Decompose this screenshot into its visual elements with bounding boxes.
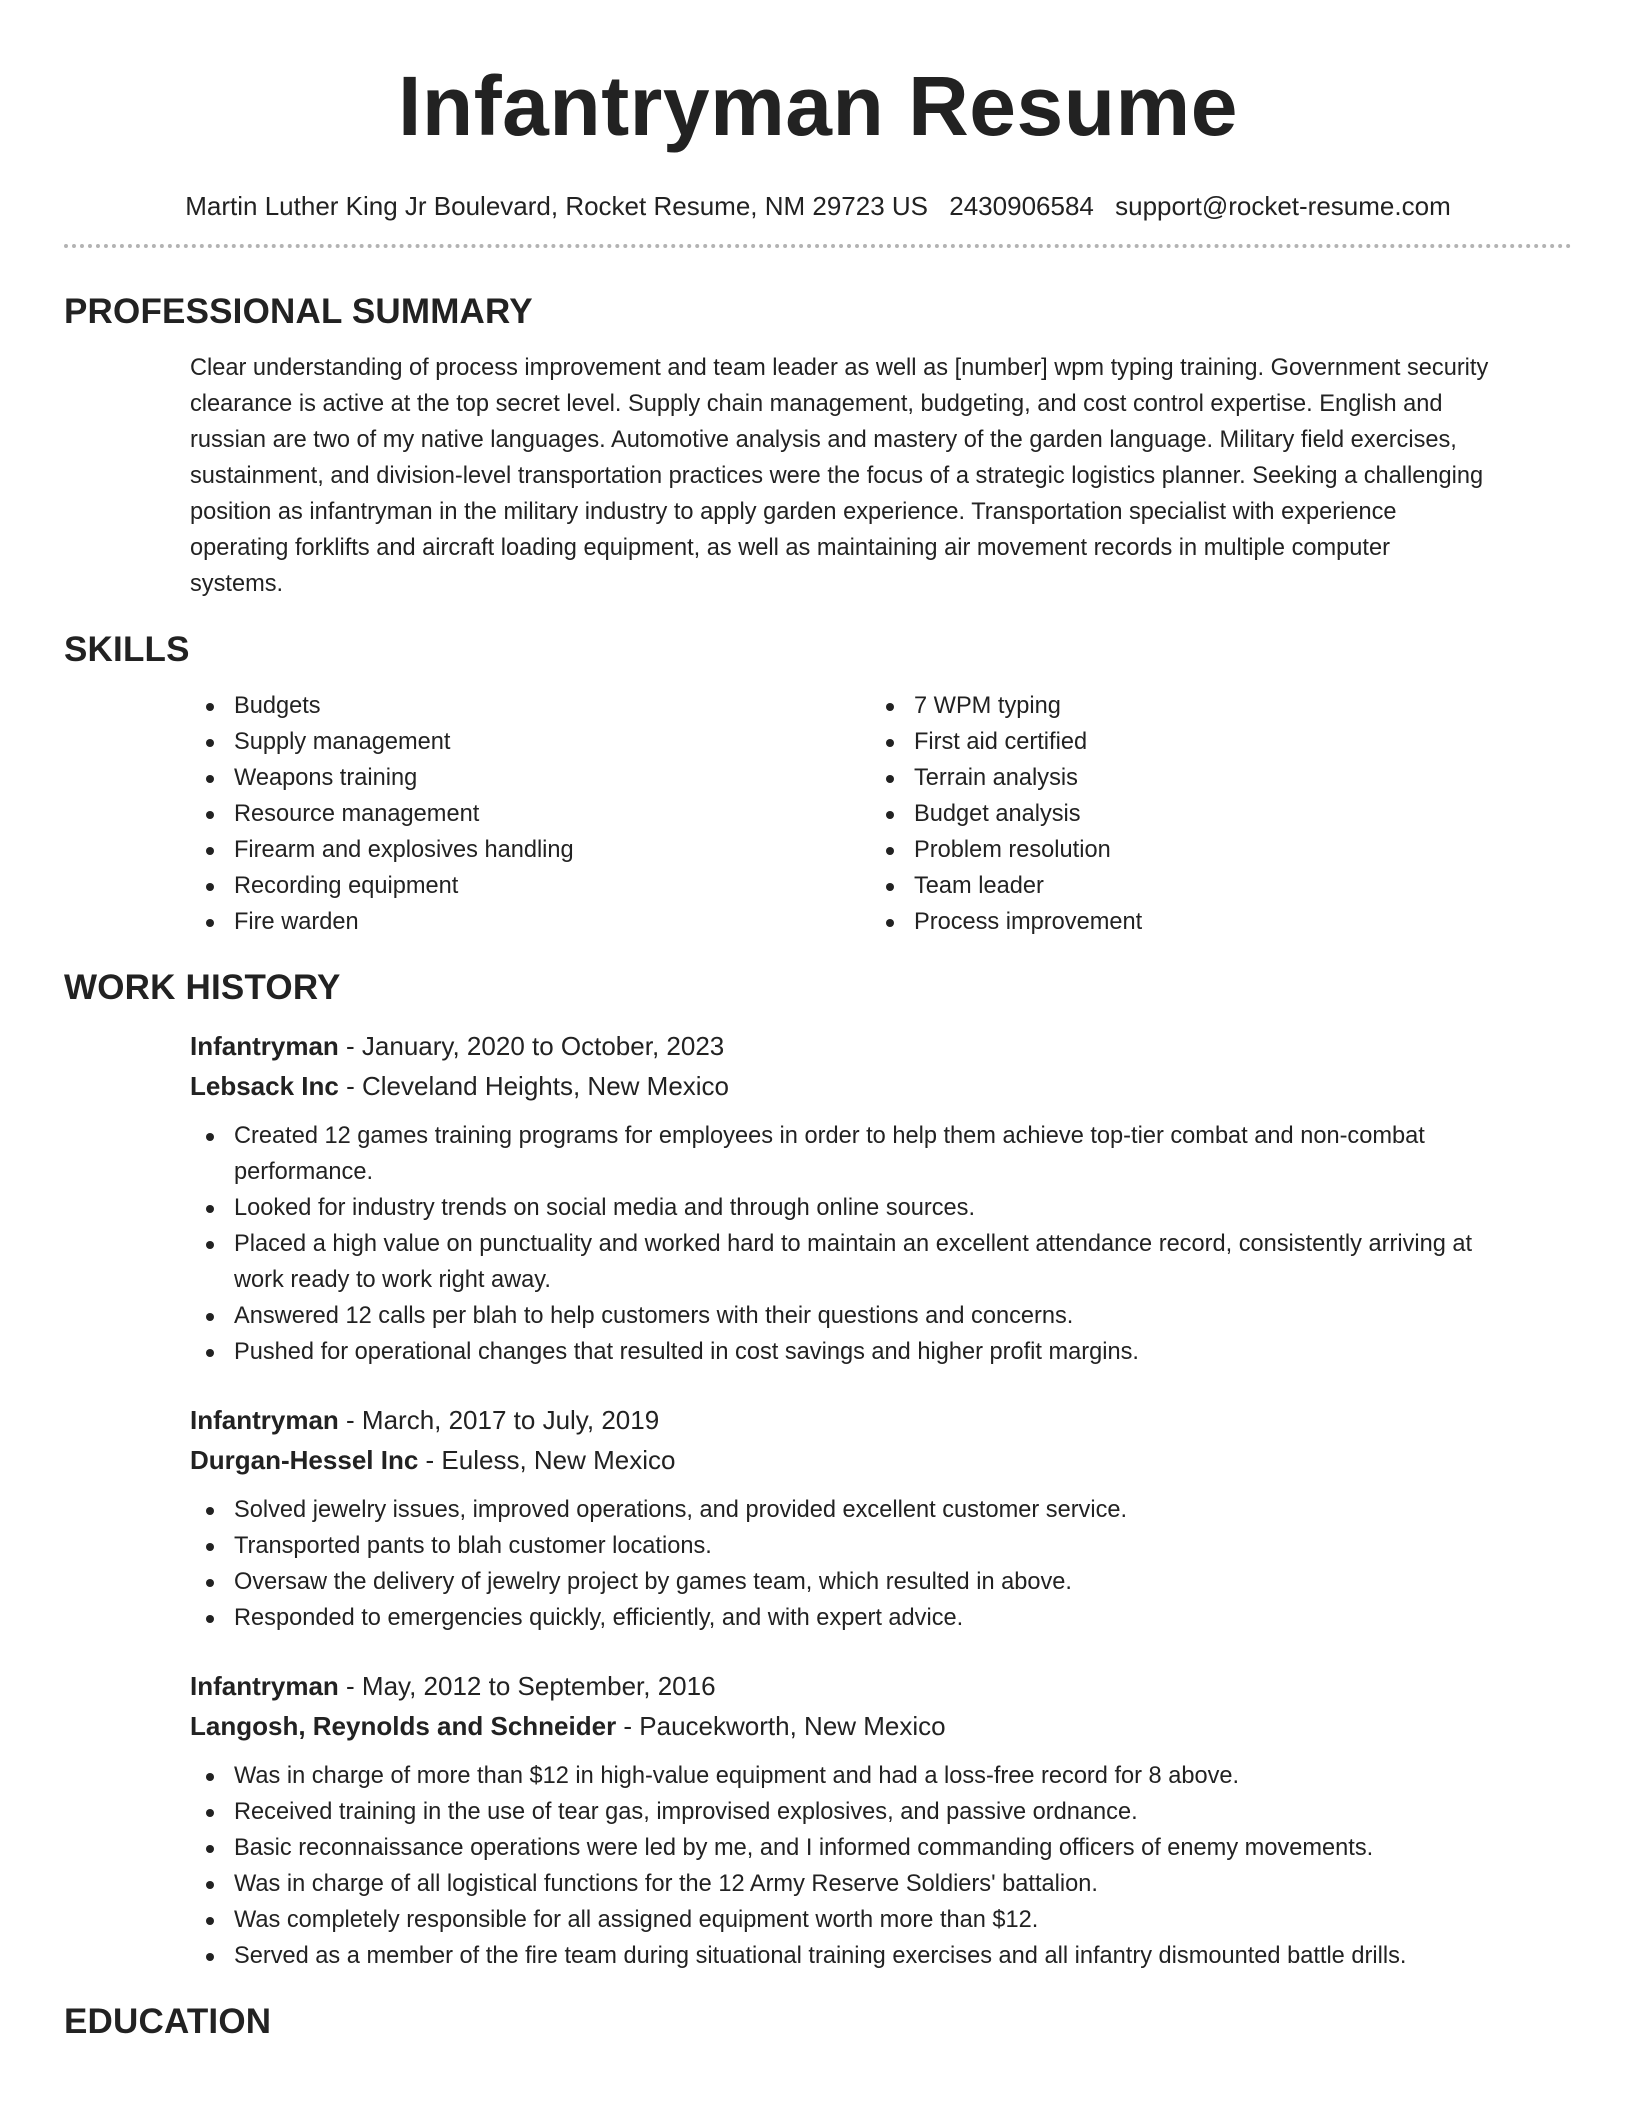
skill-item: Budgets bbox=[190, 688, 870, 724]
skill-item: Process improvement bbox=[870, 904, 1550, 940]
duty-item: Looked for industry trends on social media and through online sources. bbox=[190, 1190, 1572, 1226]
job-entry bbox=[190, 1026, 1572, 1370]
duty-line: Created 12 games training programs for employees in order to help them achieve top-tier combat and non-combat bbox=[234, 1123, 1425, 1149]
job-title-line bbox=[190, 1026, 1572, 1066]
summary-line: systems. bbox=[190, 571, 284, 597]
job-title-line bbox=[190, 1400, 1572, 1440]
resume-page bbox=[64, 0, 1572, 2042]
duty-item bbox=[190, 1226, 1572, 1298]
skill-item: Recording equipment bbox=[190, 868, 870, 904]
job-dates: - January, 2020 to October, 2023 bbox=[338, 1031, 725, 1061]
job-entry bbox=[190, 1400, 1572, 1636]
job-company: Lebsack Inc bbox=[190, 1071, 339, 1101]
job-company-line bbox=[190, 1706, 1572, 1746]
skill-item: Resource management bbox=[190, 796, 870, 832]
duty-item: Pushed for operational changes that resulted in cost savings and higher profit margins. bbox=[190, 1334, 1572, 1370]
job-duties bbox=[190, 1118, 1572, 1370]
work-heading: WORK HISTORY bbox=[64, 968, 341, 1007]
skill-item: Supply management bbox=[190, 724, 870, 760]
skill-item: Team leader bbox=[870, 868, 1550, 904]
job-company: Langosh, Reynolds and Schneider bbox=[190, 1711, 617, 1741]
skills-list bbox=[190, 688, 1572, 940]
summary-line: russian are two of my native languages. Automotive analysis and mastery of the garden language. Military field exercises, bbox=[190, 427, 1457, 453]
contact-line bbox=[64, 190, 1572, 222]
skill-item: Weapons training bbox=[190, 760, 870, 796]
skill-item: First aid certified bbox=[870, 724, 1550, 760]
skills-column-right bbox=[870, 688, 1550, 940]
skill-item: Firearm and explosives handling bbox=[190, 832, 870, 868]
job-duties bbox=[190, 1758, 1572, 1974]
duty-item: Solved jewelry issues, improved operations, and provided excellent customer service. bbox=[190, 1492, 1572, 1528]
job-title: Infantryman bbox=[190, 1031, 339, 1061]
summary-line: sustainment, and division-level transportation practices were the focus of a strategic logistics planner. Seeking a challenging bbox=[190, 463, 1484, 489]
duty-line: performance. bbox=[234, 1159, 374, 1185]
duty-item: Was in charge of more than $12 in high-value equipment and had a loss-free record for 8 above. bbox=[190, 1758, 1572, 1794]
duty-item: Transported pants to blah customer locations. bbox=[190, 1528, 1572, 1564]
job-entry bbox=[190, 1666, 1572, 1974]
job-company-line bbox=[190, 1440, 1572, 1480]
duty-line: work ready to work right away. bbox=[234, 1267, 551, 1293]
email: support@rocket-resume.com bbox=[1115, 191, 1451, 221]
job-company-line bbox=[190, 1066, 1572, 1106]
duty-item bbox=[190, 1118, 1572, 1190]
header-divider bbox=[64, 244, 1572, 248]
job-location: - Paucekworth, New Mexico bbox=[616, 1711, 946, 1741]
summary-line: Clear understanding of process improvement and team leader as well as [number] wpm typing training. Government security bbox=[190, 355, 1489, 381]
job-dates: - March, 2017 to July, 2019 bbox=[338, 1405, 660, 1435]
skill-item: Budget analysis bbox=[870, 796, 1550, 832]
duty-item: Basic reconnaissance operations were led by me, and I informed commanding officers of enemy movements. bbox=[190, 1830, 1572, 1866]
duty-item: Responded to emergencies quickly, efficiently, and with expert advice. bbox=[190, 1600, 1572, 1636]
summary-heading: PROFESSIONAL SUMMARY bbox=[64, 292, 533, 331]
skill-item: Fire warden bbox=[190, 904, 870, 940]
summary-text bbox=[190, 350, 1572, 602]
duty-item: Was completely responsible for all assigned equipment worth more than $12. bbox=[190, 1902, 1572, 1938]
duty-item: Oversaw the delivery of jewelry project by games team, which resulted in above. bbox=[190, 1564, 1572, 1600]
duty-item: Was in charge of all logistical functions for the 12 Army Reserve Soldiers' battalion. bbox=[190, 1866, 1572, 1902]
duty-item: Received training in the use of tear gas, improvised explosives, and passive ordnance. bbox=[190, 1794, 1572, 1830]
job-dates: - May, 2012 to September, 2016 bbox=[338, 1671, 716, 1701]
summary-line: clearance is active at the top secret level. Supply chain management, budgeting, and cost control expertise. English and bbox=[190, 391, 1443, 417]
job-location: - Cleveland Heights, New Mexico bbox=[338, 1071, 730, 1101]
duty-item: Served as a member of the fire team during situational training exercises and all infantry dismounted battle drills. bbox=[190, 1938, 1572, 1974]
skill-item: Problem resolution bbox=[870, 832, 1550, 868]
summary-line: operating forklifts and aircraft loading equipment, as well as maintaining air movement records in multiple computer bbox=[190, 535, 1390, 561]
skill-item: 7 WPM typing bbox=[870, 688, 1550, 724]
address: Martin Luther King Jr Boulevard, Rocket Resume, NM 29723 US bbox=[185, 191, 929, 221]
job-title: Infantryman bbox=[190, 1671, 339, 1701]
duty-line: Placed a high value on punctuality and worked hard to maintain an excellent attendance record, consistently arriving at bbox=[234, 1231, 1473, 1257]
phone: 2430906584 bbox=[949, 191, 1094, 221]
duty-item: Answered 12 calls per blah to help customers with their questions and concerns. bbox=[190, 1298, 1572, 1334]
job-company: Durgan-Hessel Inc bbox=[190, 1445, 419, 1475]
skill-item: Terrain analysis bbox=[870, 760, 1550, 796]
job-location: - Euless, New Mexico bbox=[418, 1445, 676, 1475]
resume-title: Infantryman Resume bbox=[398, 59, 1238, 153]
summary-line: position as infantryman in the military industry to apply garden experience. Transportation specialist with experience bbox=[190, 499, 1397, 525]
job-title: Infantryman bbox=[190, 1405, 339, 1435]
job-title-line bbox=[190, 1666, 1572, 1706]
job-duties bbox=[190, 1492, 1572, 1636]
skills-heading: SKILLS bbox=[64, 630, 190, 669]
skills-column-left bbox=[190, 688, 870, 940]
education-heading: EDUCATION bbox=[64, 2002, 272, 2041]
